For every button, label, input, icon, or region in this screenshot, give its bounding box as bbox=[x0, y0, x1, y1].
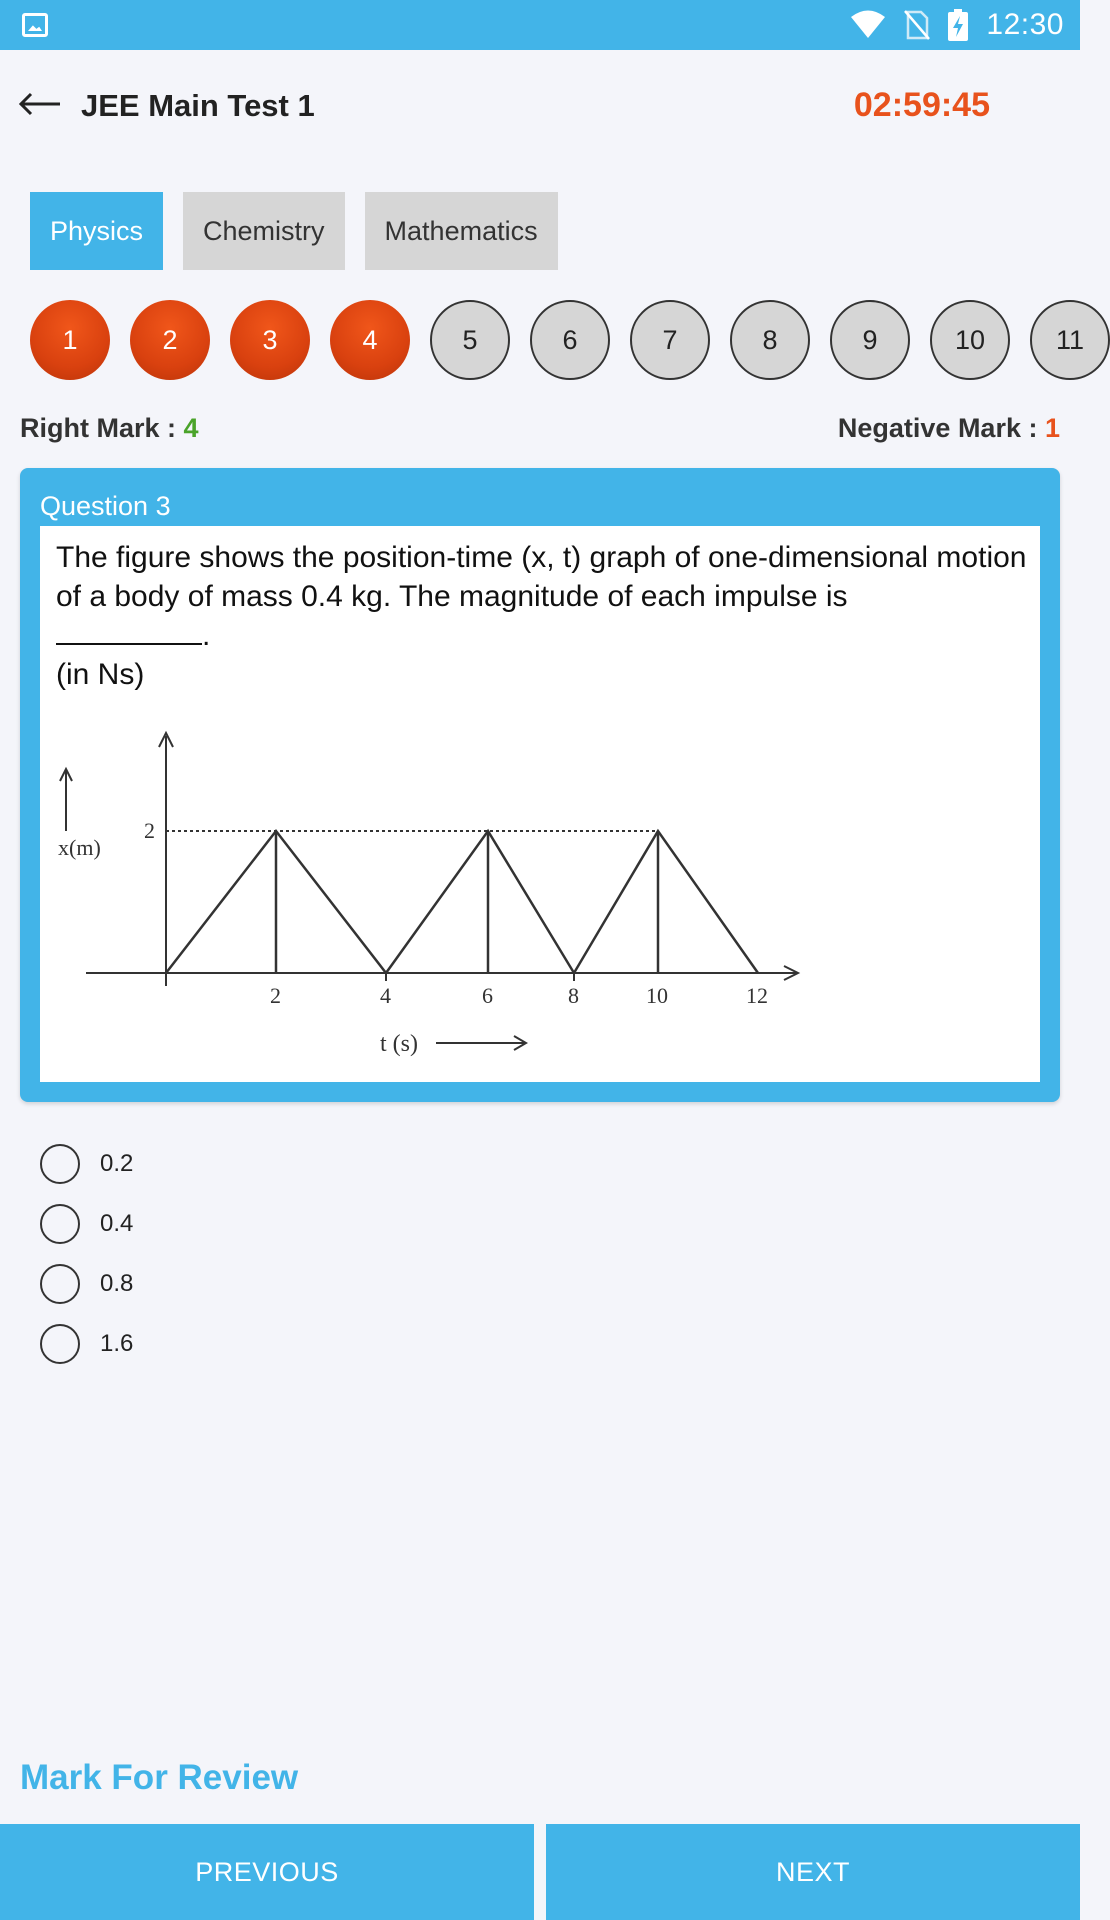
option-label: 0.8 bbox=[100, 1270, 134, 1297]
question-text-block bbox=[56, 538, 1028, 694]
marks-row bbox=[20, 413, 1060, 451]
back-arrow-icon[interactable] bbox=[18, 84, 64, 124]
x-axis-label: t (s) bbox=[380, 1031, 418, 1057]
next-button[interactable]: NEXT bbox=[546, 1824, 1080, 1920]
tab-mathematics[interactable]: Mathematics bbox=[365, 192, 558, 270]
question-card bbox=[20, 468, 1060, 1102]
answer-blank bbox=[56, 617, 202, 645]
tab-physics[interactable]: Physics bbox=[30, 192, 163, 270]
question-unit: (in Ns) bbox=[56, 658, 145, 691]
x-tick-label: 10 bbox=[646, 983, 668, 1008]
question-label: Question 3 bbox=[40, 491, 171, 521]
app-header bbox=[0, 50, 1080, 165]
option-item[interactable] bbox=[40, 1143, 133, 1185]
radio-button[interactable] bbox=[40, 1144, 80, 1184]
x-tick-label: 4 bbox=[380, 983, 391, 1008]
position-time-graph bbox=[56, 721, 816, 1061]
option-label: 0.2 bbox=[100, 1150, 134, 1177]
right-mark-label: Right Mark : bbox=[20, 413, 184, 443]
question-number-button[interactable]: 6 bbox=[530, 300, 610, 380]
question-number-button[interactable]: 8 bbox=[730, 300, 810, 380]
question-number-button[interactable]: 5 bbox=[430, 300, 510, 380]
wifi-icon bbox=[850, 10, 886, 40]
radio-button[interactable] bbox=[40, 1324, 80, 1364]
battery-charging-icon bbox=[948, 9, 968, 41]
radio-button[interactable] bbox=[40, 1264, 80, 1304]
option-item[interactable] bbox=[40, 1323, 133, 1365]
bottom-nav bbox=[0, 1824, 1080, 1920]
question-number-button[interactable]: 7 bbox=[630, 300, 710, 380]
question-number-button[interactable]: 9 bbox=[830, 300, 910, 380]
blank-suffix: . bbox=[202, 619, 211, 652]
gallery-icon bbox=[22, 13, 48, 37]
option-item[interactable] bbox=[40, 1263, 133, 1305]
question-number-button[interactable]: 10 bbox=[930, 300, 1010, 380]
option-label: 1.6 bbox=[100, 1330, 134, 1357]
question-navigator bbox=[30, 300, 1085, 380]
no-sim-icon bbox=[904, 10, 930, 40]
right-mark-value: 4 bbox=[183, 413, 199, 443]
y-axis-label: x(m) bbox=[58, 835, 101, 860]
right-mark bbox=[20, 413, 199, 444]
countdown-timer: 02:59:45 bbox=[853, 86, 990, 124]
subject-tabs bbox=[30, 192, 558, 270]
x-tick-label: 2 bbox=[270, 983, 281, 1008]
question-number-button[interactable]: 2 bbox=[130, 300, 210, 380]
option-label: 0.4 bbox=[100, 1210, 134, 1237]
question-number-button[interactable]: 11 bbox=[1030, 300, 1110, 380]
x-tick-label: 6 bbox=[482, 983, 493, 1008]
option-item[interactable] bbox=[40, 1203, 133, 1245]
mark-for-review-link[interactable]: Mark For Review bbox=[20, 1758, 299, 1797]
page-title: JEE Main Test 1 bbox=[81, 88, 315, 123]
question-number-button[interactable]: 1 bbox=[30, 300, 110, 380]
status-bar bbox=[0, 0, 1080, 50]
negative-mark-value: 1 bbox=[1044, 413, 1060, 443]
y-tick-label: 2 bbox=[144, 818, 155, 843]
negative-mark-label: Negative Mark : bbox=[837, 413, 1045, 443]
negative-mark bbox=[838, 413, 1060, 444]
question-text: The figure shows the position-time (x, t) graph of one-dimensional motion of a body of mass 0.4 kg. The magnitude of each impulse is bbox=[56, 541, 1027, 613]
question-body bbox=[40, 526, 1040, 1082]
question-number-button[interactable]: 4 bbox=[330, 300, 410, 380]
previous-button[interactable]: PREVIOUS bbox=[0, 1824, 534, 1920]
x-tick-label: 8 bbox=[568, 983, 579, 1008]
status-time: 12:30 bbox=[986, 8, 1064, 41]
question-number-button[interactable]: 3 bbox=[230, 300, 310, 380]
radio-button[interactable] bbox=[40, 1204, 80, 1244]
x-tick-label: 12 bbox=[746, 983, 768, 1008]
tab-chemistry[interactable]: Chemistry bbox=[183, 192, 345, 270]
